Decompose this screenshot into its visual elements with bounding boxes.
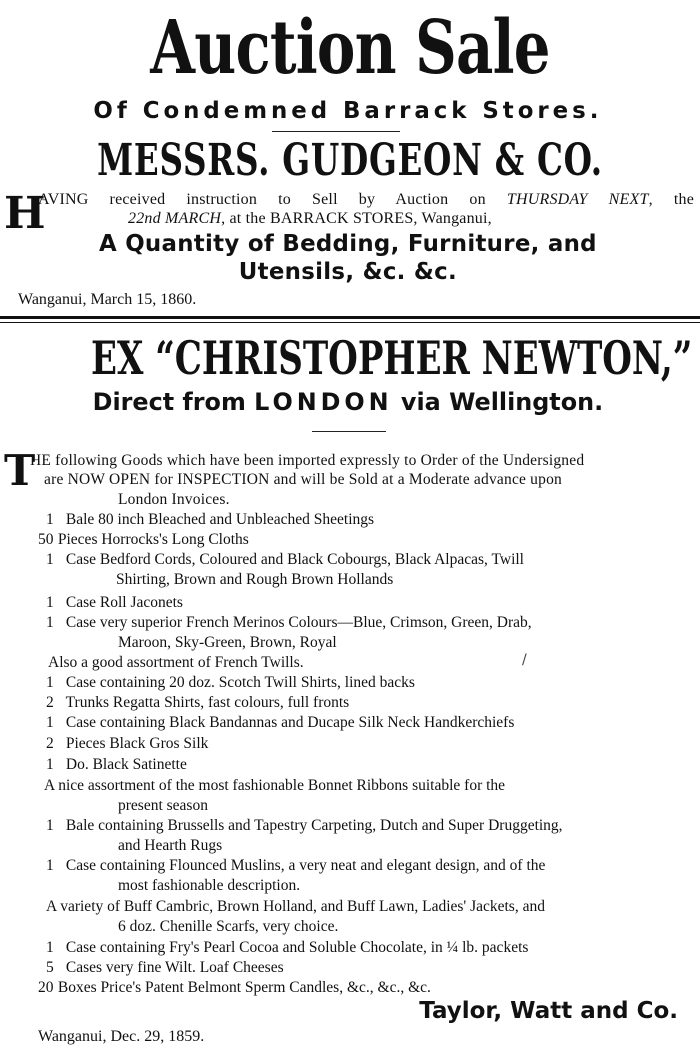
advert-separator-thin <box>0 322 700 323</box>
goods-list-item <box>118 876 300 896</box>
goods-item-text: present season <box>118 797 208 814</box>
auction-notice-text: , the <box>648 191 695 208</box>
auction-notice-day: THURSDAY NEXT <box>506 191 649 208</box>
goods-item-quantity: 1 <box>46 939 54 956</box>
auction-dateline: Wanganui, March 15, 1860. <box>18 291 197 308</box>
goods-item-text: Pieces Black Gros Silk <box>65 735 209 752</box>
goods-item-quantity: 1 <box>46 714 54 731</box>
goods-list-item <box>118 836 222 856</box>
goods-list-item <box>46 673 696 693</box>
goods-item-quantity: 5 <box>46 959 54 976</box>
goods-list-item <box>46 693 696 713</box>
goods-item-quantity: 1 <box>46 756 54 773</box>
goods-item-text: A variety of Buff Cambric, Brown Holland, and Buff Lawn, Ladies' Jackets, and <box>46 898 545 915</box>
goods-list-item <box>46 713 696 733</box>
auction-notice-text: , at the BARRACK STORES, Wanganui, <box>221 210 492 227</box>
goods-item-text: Case Roll Jaconets <box>65 594 183 611</box>
goods-item-quantity: 1 <box>46 857 54 874</box>
auction-notice-line-2 <box>128 209 492 228</box>
goods-list-item <box>46 897 545 917</box>
goods-list-item <box>118 917 338 937</box>
goods-list-item <box>38 530 688 550</box>
goods-item-text: Bale 80 inch Bleached and Unbleached Sheetings <box>65 511 375 528</box>
ship-goods-headline: EX “CHRISTOPHER NEWTON,” <box>91 331 693 385</box>
subheadline-text: via Wellington. <box>392 388 604 416</box>
auction-lot-line-2: Utensils, &c. &c. <box>238 259 457 285</box>
goods-item-text: A nice assortment of the most fashionable Bonnet Ribbons suitable for the <box>44 777 506 794</box>
auction-sale-subheadline: Of Condemned Barrack Stores. <box>93 98 603 124</box>
goods-item-text: Shirting, Brown and Rough Brown Hollands <box>116 571 394 588</box>
goods-list-item <box>44 776 505 796</box>
goods-list-item <box>46 938 696 958</box>
auction-notice-date: 22nd MARCH <box>128 210 222 227</box>
goods-item-quantity: 1 <box>46 817 54 834</box>
goods-item-text: Bale containing Brussells and Tapestry Carpeting, Dutch and Super Druggeting, <box>65 817 563 834</box>
goods-list-item <box>48 653 304 673</box>
goods-list-item <box>46 755 696 775</box>
auction-notice-text: AVING received instruction to Sell by Auction on <box>38 191 507 208</box>
goods-item-text: and Hearth Rugs <box>118 837 223 854</box>
goods-intro-dropcap: T <box>4 446 36 495</box>
goods-intro-line-1: HE following Goods which have been imported expressly to Order of the Undersigned <box>30 452 585 469</box>
goods-item-quantity: 1 <box>46 594 54 611</box>
goods-intro-line-3: London Invoices. <box>118 491 230 508</box>
goods-item-text: Case very superior French Merinos Colours—Blue, Crimson, Green, Drab, <box>65 614 532 631</box>
goods-item-text: Case containing Black Bandannas and Ducape Silk Neck Handkerchiefs <box>65 714 515 731</box>
goods-list-item <box>46 734 696 754</box>
goods-item-quantity: 50 <box>38 531 54 548</box>
goods-list-item <box>38 978 688 998</box>
goods-item-text: Do. Black Satinette <box>65 756 187 773</box>
short-divider-2 <box>312 431 386 432</box>
goods-item-text: Cases very fine Wilt. Loaf Cheeses <box>65 959 284 976</box>
goods-item-text: Case containing Flounced Muslins, a very neat and elegant design, and of the <box>65 857 546 874</box>
short-divider-1 <box>272 131 400 132</box>
goods-item-quantity: 1 <box>46 551 54 568</box>
goods-item-text: Trunks Regatta Shirts, fast colours, full fronts <box>65 694 350 711</box>
auctioneer-firm-name: MESSRS. GUDGEON & CO. <box>97 135 603 186</box>
auction-sale-headline: Auction Sale <box>150 5 550 91</box>
goods-list-item <box>46 958 696 978</box>
goods-list-item <box>118 796 208 816</box>
stray-mark: / <box>522 652 527 668</box>
goods-item-text: Case containing Fry's Pearl Cocoa and Soluble Chocolate, in ¼ lb. packets <box>65 939 529 956</box>
auction-lot-line-1: A Quantity of Bedding, Furniture, and <box>98 231 597 257</box>
goods-item-quantity: 1 <box>46 614 54 631</box>
auction-notice-dropcap: H <box>4 188 46 239</box>
goods-list-item <box>116 570 393 590</box>
goods-item-quantity: 2 <box>46 735 54 752</box>
goods-item-quantity: 20 <box>38 979 54 996</box>
goods-list-item <box>46 613 696 633</box>
ship-goods-subheadline <box>0 386 696 418</box>
goods-item-text: Boxes Price's Patent Belmont Sperm Candles, &c., &c., &c. <box>57 979 431 996</box>
subheadline-text: Direct from <box>92 388 255 416</box>
goods-list-item <box>46 510 696 530</box>
auction-notice-line-1 <box>38 190 694 209</box>
merchant-signature: Taylor, Watt and Co. <box>419 998 678 1024</box>
goods-dateline: Wanganui, Dec. 29, 1859. <box>38 1028 205 1045</box>
goods-list-item <box>118 633 337 653</box>
goods-item-text: Pieces Horrocks's Long Cloths <box>57 531 249 548</box>
subheadline-city: LONDON <box>254 388 393 416</box>
goods-item-text: 6 doz. Chenille Scarfs, very choice. <box>118 918 339 935</box>
goods-item-quantity: 1 <box>46 511 54 528</box>
goods-item-quantity: 1 <box>46 674 54 691</box>
goods-list-item <box>46 856 696 876</box>
goods-item-text: most fashionable description. <box>118 877 301 894</box>
goods-item-quantity: 2 <box>46 694 54 711</box>
goods-list-item <box>46 593 696 613</box>
goods-item-text: Also a good assortment of French Twills. <box>48 654 304 671</box>
goods-item-text: Case containing 20 doz. Scotch Twill Shirts, lined backs <box>65 674 415 691</box>
advert-separator-thick <box>0 316 700 319</box>
goods-list-item <box>46 816 696 836</box>
goods-list-item <box>46 550 696 570</box>
goods-intro-line-2: are NOW OPEN for INSPECTION and will be Sold at a Moderate advance upon <box>44 471 562 488</box>
goods-item-text: Maroon, Sky-Green, Brown, Royal <box>118 634 337 651</box>
goods-item-text: Case Bedford Cords, Coloured and Black Cobourgs, Black Alpacas, Twill <box>65 551 524 568</box>
